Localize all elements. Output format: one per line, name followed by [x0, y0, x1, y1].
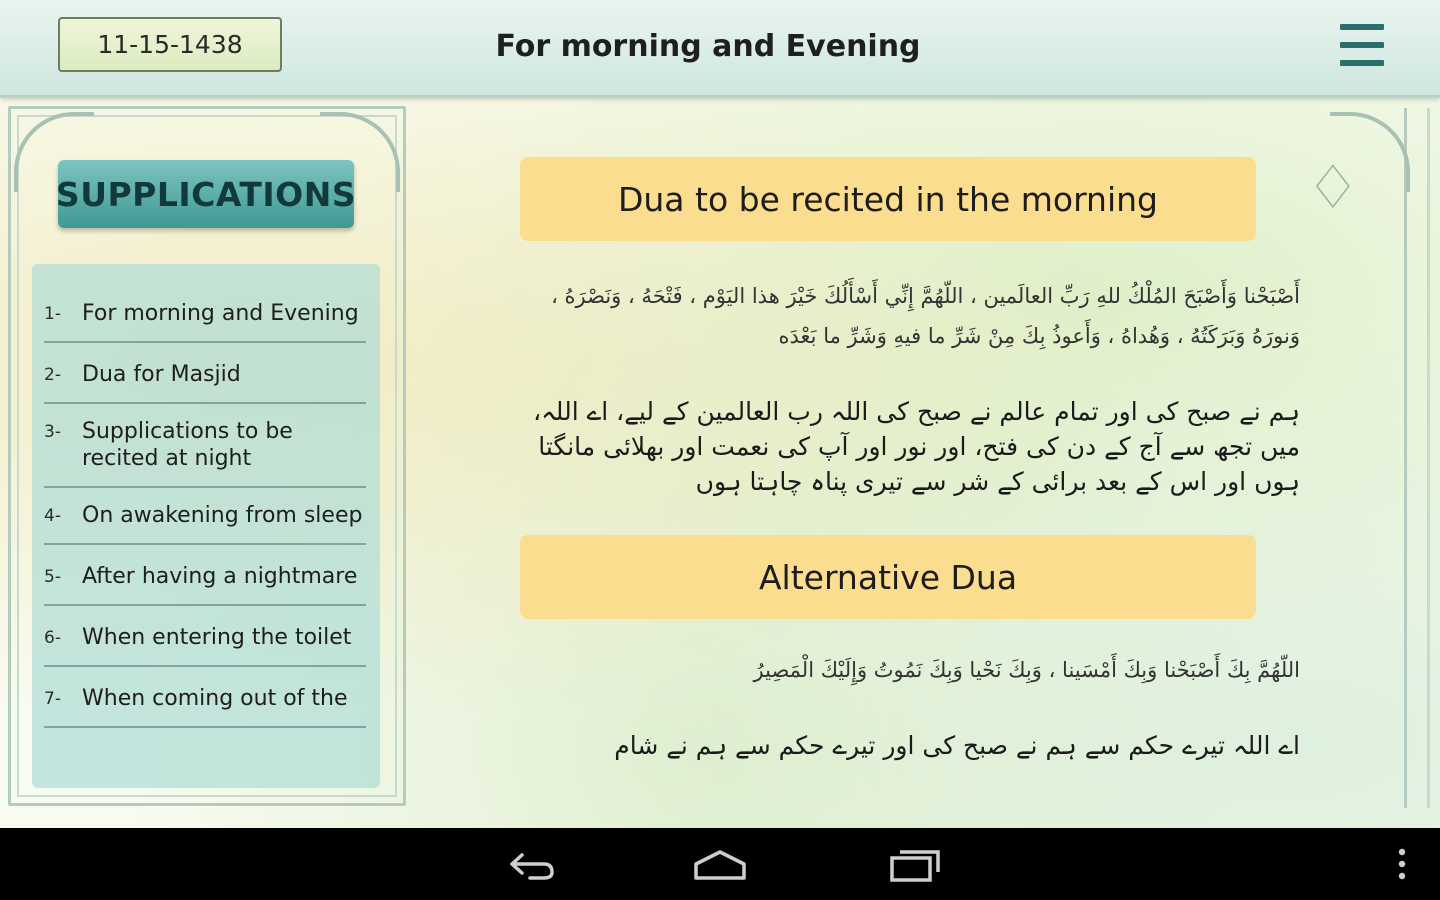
content-area [0, 98, 1440, 828]
item-number: 3- [44, 422, 61, 442]
item-label: On awakening from sleep [82, 503, 363, 528]
item-label: Dua for Masjid [82, 362, 241, 387]
item-label: When entering the toilet [82, 625, 352, 650]
system-navigation-bar [0, 828, 1440, 900]
sidebar-item-dua-masjid[interactable] [44, 343, 366, 404]
home-icon[interactable] [690, 844, 750, 884]
item-number: 4- [44, 506, 61, 526]
urdu-translation: ہم نے صبح کی اور تمام عالم نے صبح کی اللہ رب العالمین کے لیے، اے اللہ، میں تجھ سے آج کے دن کی فتح، اور نور اور آپ کی نعمت اور بھلائی مانگتا ہوں اور اس کے بعد برائی کے شر سے تیری پناہ چاہتا ہوں [533, 397, 1300, 496]
right-ornament-frame [1404, 108, 1430, 808]
page-title: For morning and Evening [495, 29, 921, 64]
lantern-icon: ♢ [1306, 153, 1360, 223]
sidebar-title: SUPPLICATIONS [58, 160, 354, 228]
arabic-dua-line: وَنورَهُ وَبَرَكَتُهُ ، وَهُداهُ ، وَأَعوذُ بِكَ مِنْ شَرِّ ما فيهِ وَشَرِّ ما بَعْدَه [778, 324, 1300, 348]
item-label: For morning and Evening [82, 301, 359, 326]
item-number: 1- [44, 304, 61, 324]
hijri-date: 11-15-1438 [58, 17, 282, 72]
item-number: 7- [44, 689, 61, 709]
item-number: 6- [44, 628, 61, 648]
arabic-dua-line: أَصْبَحْنا وَأَصْبَحَ المُلْكُ للهِ رَبِّ العالَمين ، اللّهُمَّ إِنِّي أَسْأَلُكَ خَيْرَ هذا اليَوْم ، فَتْحَهُ ، وَنَصْرَهُ ، [551, 284, 1300, 308]
sidebar-item-leaving-toilet[interactable] [44, 667, 366, 728]
back-icon[interactable] [500, 844, 560, 884]
recent-apps-icon[interactable] [884, 844, 944, 884]
item-label: Supplications to be recited at night [82, 419, 293, 471]
item-number: 5- [44, 567, 61, 587]
item-label: When coming out of the [82, 686, 348, 711]
overflow-menu-icon[interactable] [1390, 844, 1414, 884]
supplications-list[interactable] [32, 264, 380, 788]
sidebar-item-night[interactable] [44, 404, 366, 488]
app-bar [0, 0, 1440, 98]
arabic-dua-line: اللّهُمَّ بِكَ أَصْبَحْنا وَبِكَ أَمْسَينا ، وَبِكَ نَحْيا وَبِكَ نَمُوتُ وَإِلَيْكَ الْمَصِيرُ [753, 658, 1300, 682]
urdu-translation: اے اللہ تیرے حکم سے ہم نے صبح کی اور تیرے حکم سے ہم نے شام [614, 731, 1300, 760]
hamburger-menu-icon[interactable] [1340, 24, 1384, 66]
arabic-dua-text [492, 276, 1300, 356]
section-heading-morning: Dua to be recited in the morning [520, 157, 1256, 241]
item-number: 2- [44, 365, 61, 385]
sidebar-item-nightmare[interactable] [44, 545, 366, 606]
item-label: After having a nightmare [82, 564, 358, 589]
section-heading-alternative: Alternative Dua [520, 535, 1256, 619]
sidebar-item-entering-toilet[interactable] [44, 606, 366, 667]
sidebar-item-morning-evening[interactable] [44, 286, 366, 343]
sidebar-item-awakening[interactable] [44, 488, 366, 545]
